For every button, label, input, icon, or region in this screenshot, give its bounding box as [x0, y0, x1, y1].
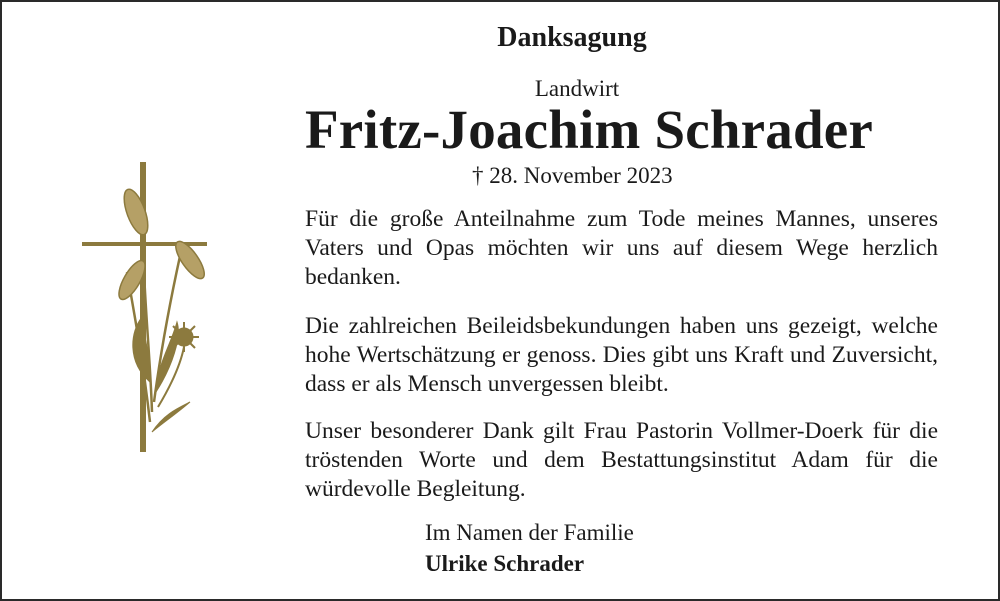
deceased-name: Fritz-Joachim Schrader: [305, 99, 873, 160]
death-date: † 28. November 2023: [472, 163, 673, 188]
closing-line: Im Namen der Familie: [425, 520, 634, 545]
heading: Danksagung: [497, 22, 647, 53]
cross-with-wheat-icon: [72, 152, 222, 472]
paragraph-condolences: Die zahlreichen Beileidsbekundungen haben uns gezeigt, welche hohe Wertschätzung er genoss. Dies gibt uns Kraft und Zuversicht, dass er als Mensch unvergessen bleibt.: [305, 313, 938, 397]
signature: Ulrike Schrader: [425, 551, 585, 576]
paragraph-thanks: Für die große Anteilnahme zum Tode meines Mannes, unseres Vaters und Opas möchten wir uns auf diesem Wege herzlich bedanken.: [305, 206, 938, 290]
paragraph-special-thanks: Unser besonderer Dank gilt Frau Pastorin Vollmer-Doerk für die tröstenden Worte und dem Bestattungsinstitut Adam für die würdevolle Begleitung.: [305, 418, 938, 502]
occupation: Landwirt: [534, 76, 620, 101]
